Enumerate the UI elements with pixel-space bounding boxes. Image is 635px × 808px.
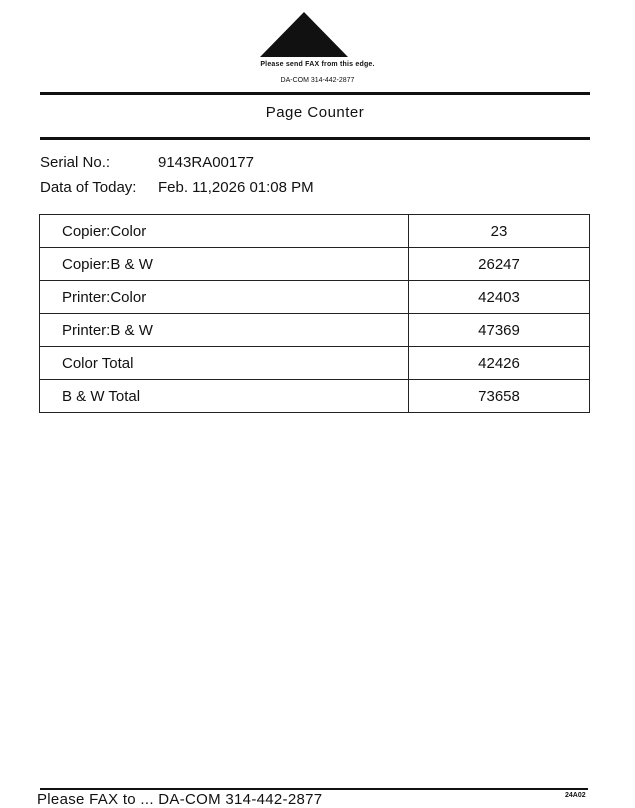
- footer-divider: [40, 788, 588, 790]
- fax-contact: DA-COM 314-442-2877: [280, 77, 355, 84]
- counter-value: 47369: [409, 314, 590, 347]
- top-divider: [40, 92, 590, 95]
- page-counter-table: [39, 214, 590, 413]
- table-row: [40, 248, 590, 281]
- date-value: Feb. 11,2026 01:08 PM: [158, 179, 314, 196]
- table-row: [40, 380, 590, 413]
- counter-label: Color Total: [40, 347, 409, 380]
- table-row: [40, 215, 590, 248]
- serial-row: [40, 154, 254, 171]
- counter-label: Copier:B & W: [40, 248, 409, 281]
- counter-label: B & W Total: [40, 380, 409, 413]
- counter-label: Printer:B & W: [40, 314, 409, 347]
- counter-value: 73658: [409, 380, 590, 413]
- fax-edge-arrow-icon: [260, 12, 348, 57]
- table-row: [40, 347, 590, 380]
- serial-label: Serial No.:: [40, 154, 111, 171]
- fax-edge-note: Please send FAX from this edge.: [260, 61, 375, 68]
- counter-value: 23: [409, 215, 590, 248]
- page-title: Page Counter: [265, 104, 365, 121]
- counter-label: Copier:Color: [40, 215, 409, 248]
- date-label: Data of Today:: [40, 179, 137, 196]
- counter-value: 26247: [409, 248, 590, 281]
- counter-value: 42403: [409, 281, 590, 314]
- form-code: 24A02: [565, 792, 586, 799]
- title-divider: [40, 137, 590, 140]
- date-row: [40, 179, 314, 196]
- serial-value: 9143RA00177: [158, 154, 254, 171]
- counter-value: 42426: [409, 347, 590, 380]
- counter-label: Printer:Color: [40, 281, 409, 314]
- table-row: [40, 281, 590, 314]
- table-row: [40, 314, 590, 347]
- footer-fax-instruction: Please FAX to ... DA-COM 314-442-2877: [37, 791, 323, 808]
